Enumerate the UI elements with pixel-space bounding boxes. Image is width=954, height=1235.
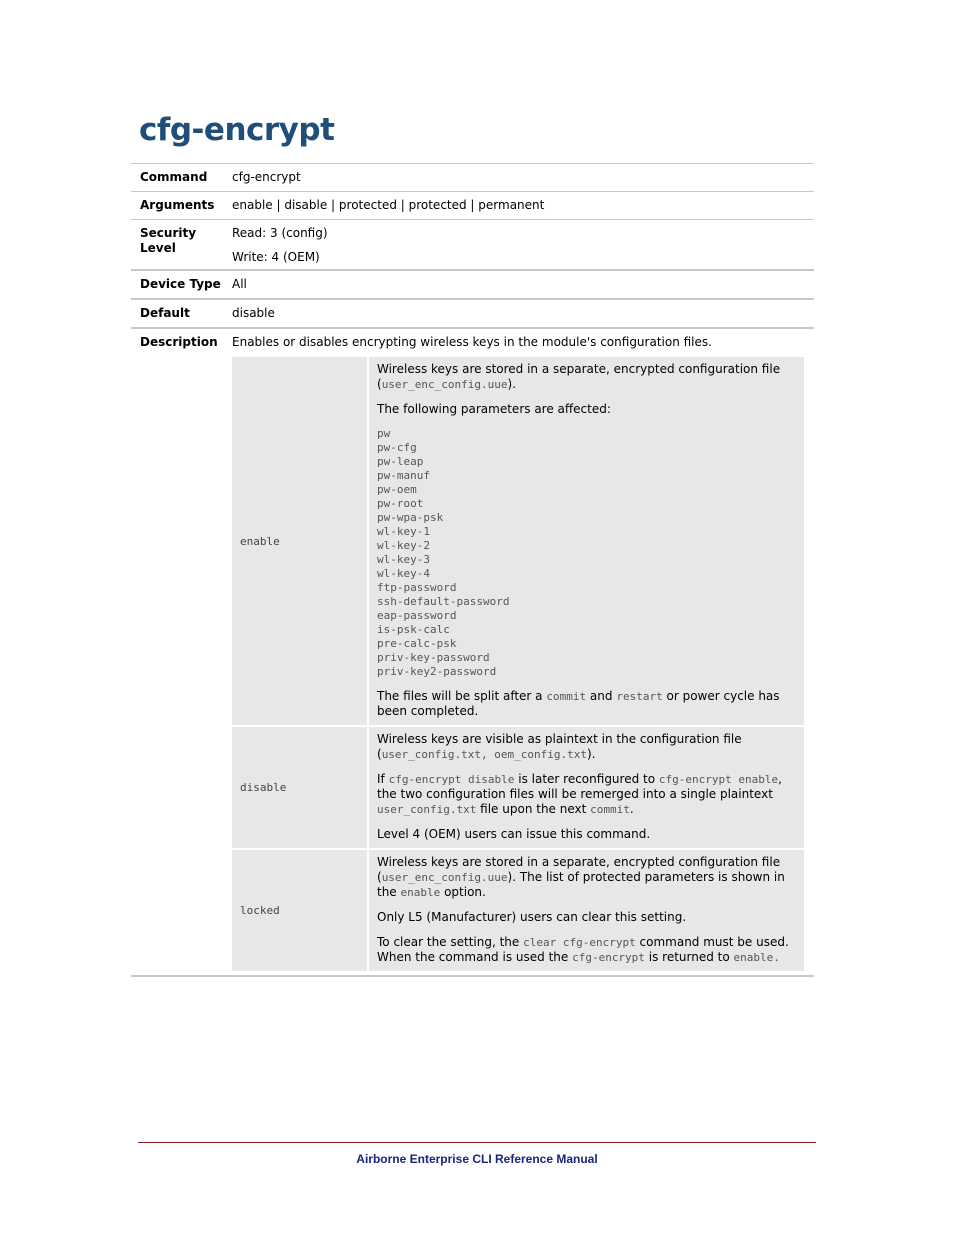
- parameter-item: ssh-default-password: [377, 595, 510, 608]
- code: user_enc_config.uue: [381, 871, 508, 884]
- option-desc-locked: [369, 850, 804, 971]
- default-label: Default: [131, 299, 232, 328]
- option-key-disable: disable: [232, 727, 367, 848]
- code: user_config.txt, oem_config.txt: [381, 748, 587, 761]
- disable-para-3: Level 4 (OEM) users can issue this command.: [377, 827, 651, 841]
- parameter-item: eap-password: [377, 609, 457, 622]
- code: enable.: [733, 951, 780, 964]
- code: cfg-encrypt disable: [388, 773, 515, 786]
- text: ).: [587, 747, 596, 761]
- description-text: Enables or disables encrypting wireless keys in the module's configuration files.: [232, 335, 712, 349]
- disable-para-2: [377, 772, 796, 817]
- option-row-locked: [232, 850, 804, 971]
- enable-para-3: [377, 689, 796, 719]
- text: file upon the next: [476, 802, 591, 816]
- security-level-label: Security Level: [131, 220, 232, 271]
- affected-parameter-list: [377, 427, 796, 679]
- command-spec-table: [131, 163, 814, 977]
- text: Wireless keys are stored in a separate, encrypted configuration file (: [377, 362, 781, 391]
- parameter-item: pw-wpa-psk: [377, 511, 444, 524]
- security-level-value: [232, 220, 814, 271]
- option-key-locked: locked: [232, 850, 367, 971]
- code: enable: [400, 886, 441, 899]
- option-key-enable: enable: [232, 357, 367, 725]
- text: is returned to: [644, 950, 734, 964]
- enable-para-1: [377, 362, 796, 392]
- text: Wireless keys are stored in a separate, encrypted configuration file (: [377, 855, 781, 884]
- footer-divider: [138, 1142, 816, 1143]
- description-row: [131, 328, 814, 976]
- text: ). The list of protected parameters is shown in the: [377, 870, 785, 899]
- option-row-enable: [232, 357, 804, 725]
- locked-para-1: [377, 855, 796, 900]
- parameter-item: pre-calc-psk: [377, 637, 457, 650]
- description-cell: [232, 328, 814, 976]
- code: restart: [616, 690, 663, 703]
- code: user_config.txt: [377, 803, 477, 816]
- code: cfg-encrypt: [572, 951, 645, 964]
- code: user_enc_config.uue: [381, 378, 508, 391]
- command-row: [131, 164, 814, 192]
- parameter-item: pw-manuf: [377, 469, 430, 482]
- enable-para-2: The following parameters are affected:: [377, 402, 611, 416]
- description-label: Description: [131, 328, 232, 976]
- options-table: [230, 355, 806, 973]
- device-type-row: [131, 270, 814, 299]
- default-value: disable: [232, 299, 814, 328]
- option-desc-disable: [369, 727, 804, 848]
- parameter-item: is-psk-calc: [377, 623, 450, 636]
- arguments-label: Arguments: [131, 192, 232, 220]
- text: The files will be split after a: [377, 689, 547, 703]
- security-read: Read: 3 (config): [232, 226, 328, 240]
- parameter-item: ftp-password: [377, 581, 457, 594]
- arguments-row: [131, 192, 814, 220]
- text: .: [629, 802, 634, 816]
- security-level-row: [131, 220, 814, 271]
- code: clear cfg-encrypt: [523, 936, 636, 949]
- device-type-label: Device Type: [131, 270, 232, 299]
- option-desc-enable: [369, 357, 804, 725]
- parameter-item: wl-key-1: [377, 525, 430, 538]
- text: If: [377, 772, 389, 786]
- locked-para-3: [377, 935, 796, 965]
- parameter-item: wl-key-3: [377, 553, 430, 566]
- locked-para-2: Only L5 (Manufacturer) users can clear this setting.: [377, 910, 687, 924]
- parameter-item: priv-key-password: [377, 651, 490, 664]
- text: and: [586, 689, 617, 703]
- text: Wireless keys are visible as plaintext in the configuration file (: [377, 732, 742, 761]
- security-write: Write: 4 (OEM): [232, 250, 320, 264]
- option-row-disable: [232, 727, 804, 848]
- parameter-item: priv-key2-password: [377, 665, 497, 678]
- device-type-value: All: [232, 270, 814, 299]
- code: commit: [590, 803, 630, 816]
- parameter-item: pw-root: [377, 497, 424, 510]
- text: To clear the setting, the: [377, 935, 524, 949]
- parameter-item: pw-leap: [377, 455, 424, 468]
- parameter-item: wl-key-2: [377, 539, 430, 552]
- text: , the two configuration files will be remerged into a single plaintext: [377, 772, 782, 801]
- text: is later reconfigured to: [514, 772, 659, 786]
- disable-para-1: [377, 732, 796, 762]
- code: cfg-encrypt enable: [658, 773, 779, 786]
- page-title: cfg-encrypt: [139, 112, 335, 148]
- text: command must be used. When the command is used the: [377, 935, 789, 964]
- text: option.: [440, 885, 486, 899]
- parameter-item: pw-cfg: [377, 441, 417, 454]
- default-row: [131, 299, 814, 328]
- parameter-item: wl-key-4: [377, 567, 430, 580]
- command-label: Command: [131, 164, 232, 192]
- page-footer: Airborne Enterprise CLI Reference Manual: [356, 1152, 598, 1166]
- parameter-item: pw-oem: [377, 483, 417, 496]
- code: commit: [546, 690, 587, 703]
- parameter-item: pw: [377, 427, 391, 440]
- command-value: cfg-encrypt: [232, 164, 814, 192]
- text: or power cycle has been completed.: [377, 689, 780, 718]
- arguments-value: enable | disable | protected | protected | permanent: [232, 192, 814, 220]
- text: ).: [507, 377, 517, 391]
